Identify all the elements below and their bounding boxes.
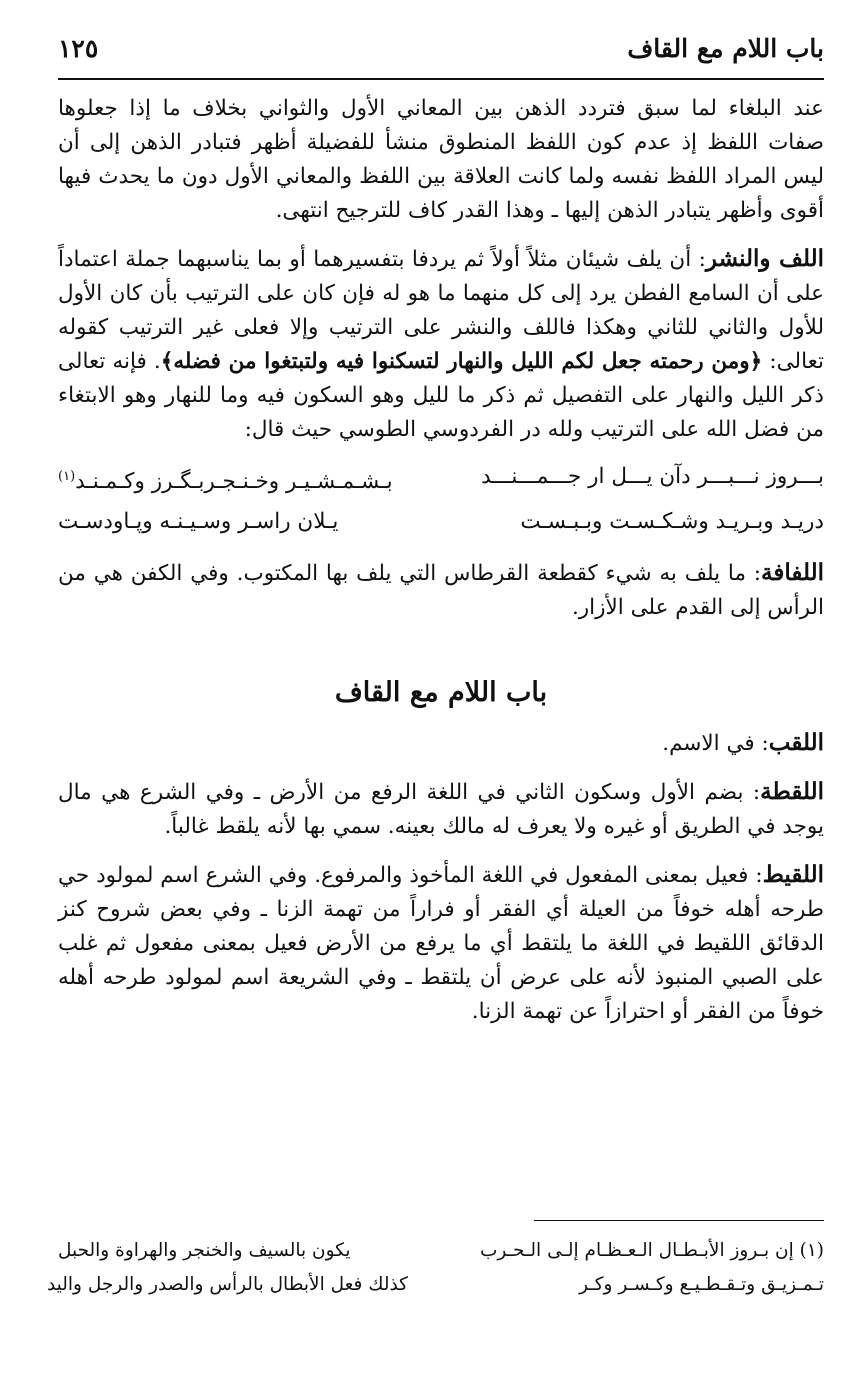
poem-verse bbox=[58, 502, 824, 542]
entry-term: اللف والنشر bbox=[705, 245, 824, 272]
footnote-right-hemistich: (١) إن بـروز الأبـطـال الـعـظـام إلـى الـحـرب bbox=[480, 1240, 824, 1261]
footnote-separator bbox=[534, 1220, 824, 1221]
entry-text: : فعيل بمعنى المفعول في اللغة المأخوذ والمرفوع. وفي الشرع اسم لمولود حي طرحه أهله خوفاً من العيلة أي الفقر أو فراراً من تهمة الزنا ـ وفي بعض شروح كنز الدقائق اللقيط في اللغة ما يلتقط أي ما يرفع من الأرض فعيل بمعنى مفعول ثم غلب على الصبي المنبوذ لأنه على عرض أن يلتقط ـ وفي الشريعة اسم لمولود طرحه أهله خوفاً من الفقر أو احترازاً عن تهمة الزنا. bbox=[58, 863, 824, 1025]
page-number: ١٢٥ bbox=[58, 34, 99, 63]
page-header bbox=[58, 28, 824, 80]
entry-text: : في الاسم. bbox=[662, 731, 769, 757]
running-title: باب اللام مع القاف bbox=[627, 34, 824, 63]
entry-allaqit bbox=[58, 858, 824, 1029]
entry-text: : بضم الأول وسكون الثاني في اللغة الرفع من الأرض ـ وفي الشرع هي مال يوجد في الطريق أو غيره ولا يعرف له مالك بعينه. سمي بها لأنه يلقط غالباً. bbox=[58, 780, 824, 840]
footnote-right-hemistich: تـمـزيـق وتـقـطـيـع وكـسـر وكـر bbox=[579, 1274, 824, 1295]
entry-allaqab bbox=[58, 726, 824, 761]
poem-verse bbox=[58, 457, 824, 502]
verse-right-hemistich: دريـد وبـريـد وشـكـسـت وبـبـسـت bbox=[520, 509, 824, 535]
entry-text: : أن يلف شيئان مثلاً أولاً ثم يردفا بتفسيرهما أو بما يناسبهما جملة اعتماداً على أن السامع الفطن يرد إلى كل منهما ما هو له فإن كان على الترتيب بأن كان الأول للأول والثاني للثاني وهكذا فاللف والنشر على الترتيب وإلا فعلى غير الترتيب كقوله تعالى: bbox=[58, 247, 824, 374]
entry-term: اللقيط bbox=[762, 861, 824, 889]
footnotes bbox=[46, 1234, 824, 1302]
footnote-verse bbox=[46, 1268, 824, 1302]
poem bbox=[58, 457, 824, 542]
entry-term: اللقطة bbox=[760, 778, 824, 806]
footnote-marker: (١) bbox=[58, 469, 76, 484]
entry-allaf-wannashr bbox=[58, 242, 824, 447]
verse-left-hemistich: يـلان راسـر وسـيـنـه وپـاودسـت bbox=[58, 509, 339, 535]
section-title: باب اللام مع القاف bbox=[334, 677, 548, 709]
entry-term: اللقب bbox=[768, 729, 824, 757]
verse-text: بـشـمـشـيـر وخـنـجـربـگـرز وكـمـنـد bbox=[75, 469, 393, 495]
footnote-left-hemistich: يكون بالسيف والخنجر والهراوة والحبل bbox=[58, 1240, 351, 1261]
paragraph-continuation: عند البلغاء لما سبق فتردد الذهن بين المعاني الأول والثواني بخلاف ما إذا جعلوها صفات اللفظ إذ عدم كون اللفظ المنطوق منشأ للفضيلة أظهر فتبادر الذهن إلى أن ليس المراد اللفظ نفسه ولما كانت العلاقة بين اللفظ والمعاني الأول دون ما يحدث فيها أقوى وأظهر يتبادر الذهن إليها ـ وهذا القدر كاف للترجيح انتهى. bbox=[58, 96, 824, 223]
entry-text: . فإنه تعالى ذكر الليل والنهار على التفصيل ثم ذكر ما لليل وهو السكون فيه وما للنهار وهو الابتغاء من فضل الله على الترتيب ولله در الفردوسي الطوسي حيث قال: bbox=[58, 349, 824, 442]
entry-term: اللفافة bbox=[761, 559, 824, 587]
entry-alluqta bbox=[58, 775, 824, 844]
verse-left-hemistich bbox=[58, 457, 408, 502]
quran-quote: ﴿ومن رحمته جعل لكم الليل والنهار لتسكنوا فيه ولتبتغوا من فضله﴾ bbox=[160, 349, 763, 374]
footnote-verse bbox=[58, 1234, 824, 1268]
book-page bbox=[46, 28, 824, 1295]
footnote-left-hemistich: كذلك فعل الأبطال بالرأس والصدر والرجل واليد bbox=[46, 1274, 408, 1295]
entry-text: : ما يلف به شيء كقطعة القرطاس التي يلف بها المكتوب. وفي الكفن هي من الرأس إلى القدم على الأزار. bbox=[58, 561, 824, 621]
verse-right-hemistich: بـــروز نـــبـــر دآن يـــل ار جـــمـــنـــد bbox=[481, 464, 824, 489]
entry-allifafa bbox=[58, 556, 824, 625]
